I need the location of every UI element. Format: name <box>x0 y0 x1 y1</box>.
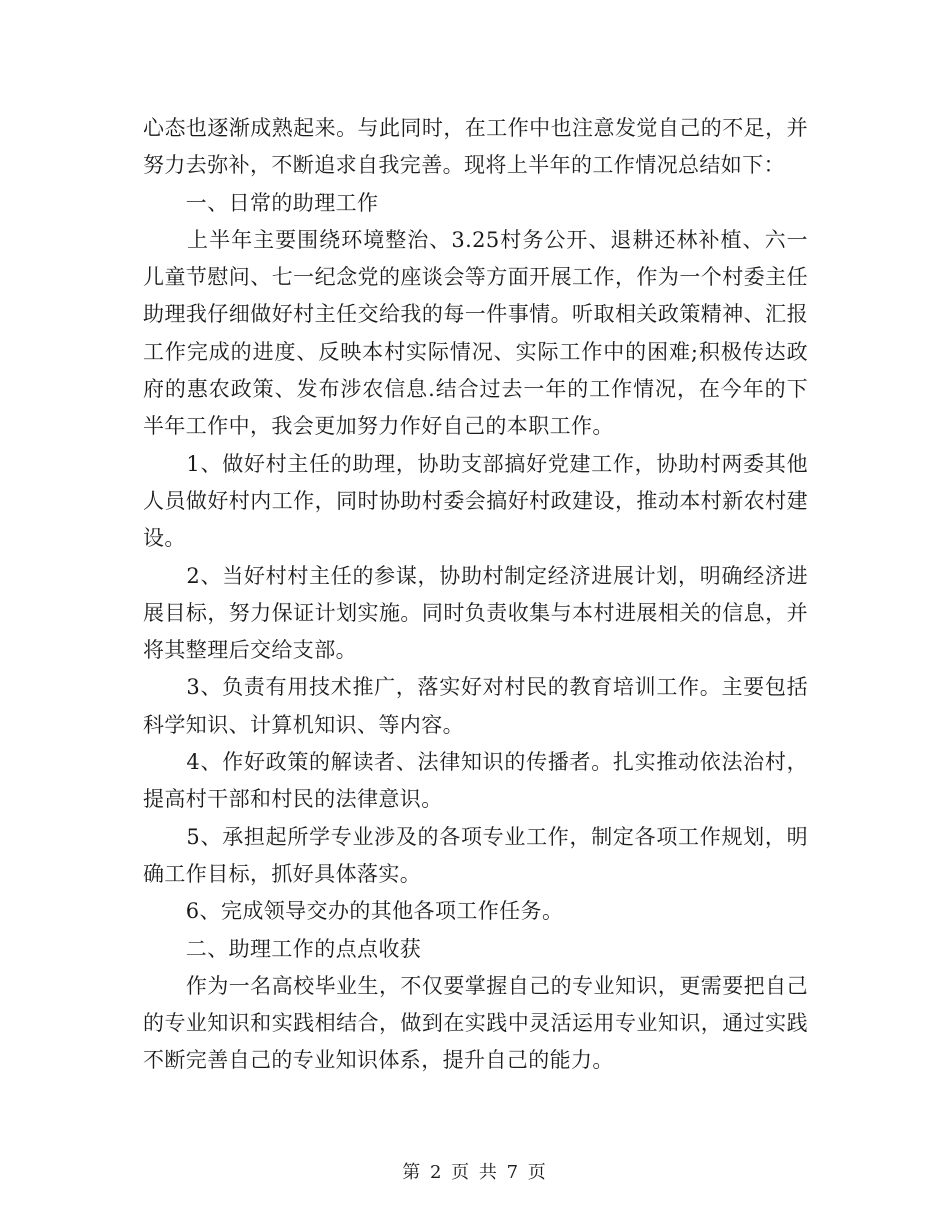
paragraph-gains: 作为一名高校毕业生，不仅要掌握自己的专业知识，更需要把自己的专业知识和实践相结合，做到在实践中灵活运用专业知识，通过实践不断完善自己的专业知识体系，提升自己的能力。 <box>143 973 808 1073</box>
page-number-footer: 第 2 页 共 7 页 <box>402 1162 548 1183</box>
list-item-6: 6、完成领导交办的其他各项工作任务。 <box>143 899 564 924</box>
paragraph-intro-continuation: 心态也逐渐成熟起来。与此同时，在工作中也注意发觉自己的不足，并努力去弥补，不断追求自我完善。现将上半年的工作情况总结如下： <box>143 116 808 178</box>
document-body <box>143 110 808 1080</box>
list-item-3: 3、负责有用技术推广，落实好对村民的教育培训工作。主要包括科学知识、计算机知识、等内容。 <box>143 675 808 737</box>
section-heading-gains: 二、助理工作的点点收获 <box>143 936 422 961</box>
paragraph-daily-work: 上半年主要围绕环境整治、3.25村务公开、退耕还林补植、六一儿童节慰问、七一纪念党的座谈会等方面开展工作，作为一个村委主任助理我仔细做好村主任交给我的每一件事情。听取相关政策精神、汇报工作完成的进度、反映本村实际情况、实际工作中的困难;积极传达政府的惠农政策、发布涉农信息.结合过去一年的工作情况，在今年的下半年工作中，我会更加努力作好自己的本职工作。 <box>143 227 808 439</box>
section-heading-daily-work: 一、日常的助理工作 <box>143 190 379 215</box>
list-item-4: 4、作好政策的解读者、法律知识的传播者。扎实推动依法治村，提高村干部和村民的法律意识。 <box>143 750 808 812</box>
list-item-5: 5、承担起所学专业涉及的各项专业工作，制定各项工作规划，明确工作目标，抓好具体落实。 <box>143 824 808 886</box>
list-item-2: 2、当好村村主任的参谋，协助村制定经济进展计划，明确经济进展目标，努力保证计划实施。同时负责收集与本村进展相关的信息，并将其整理后交给支部。 <box>143 563 808 663</box>
list-item-1: 1、做好村主任的助理，协助支部搞好党建工作，协助村两委其他人员做好村内工作，同时协助村委会搞好村政建设，推动本村新农村建设。 <box>143 451 808 551</box>
